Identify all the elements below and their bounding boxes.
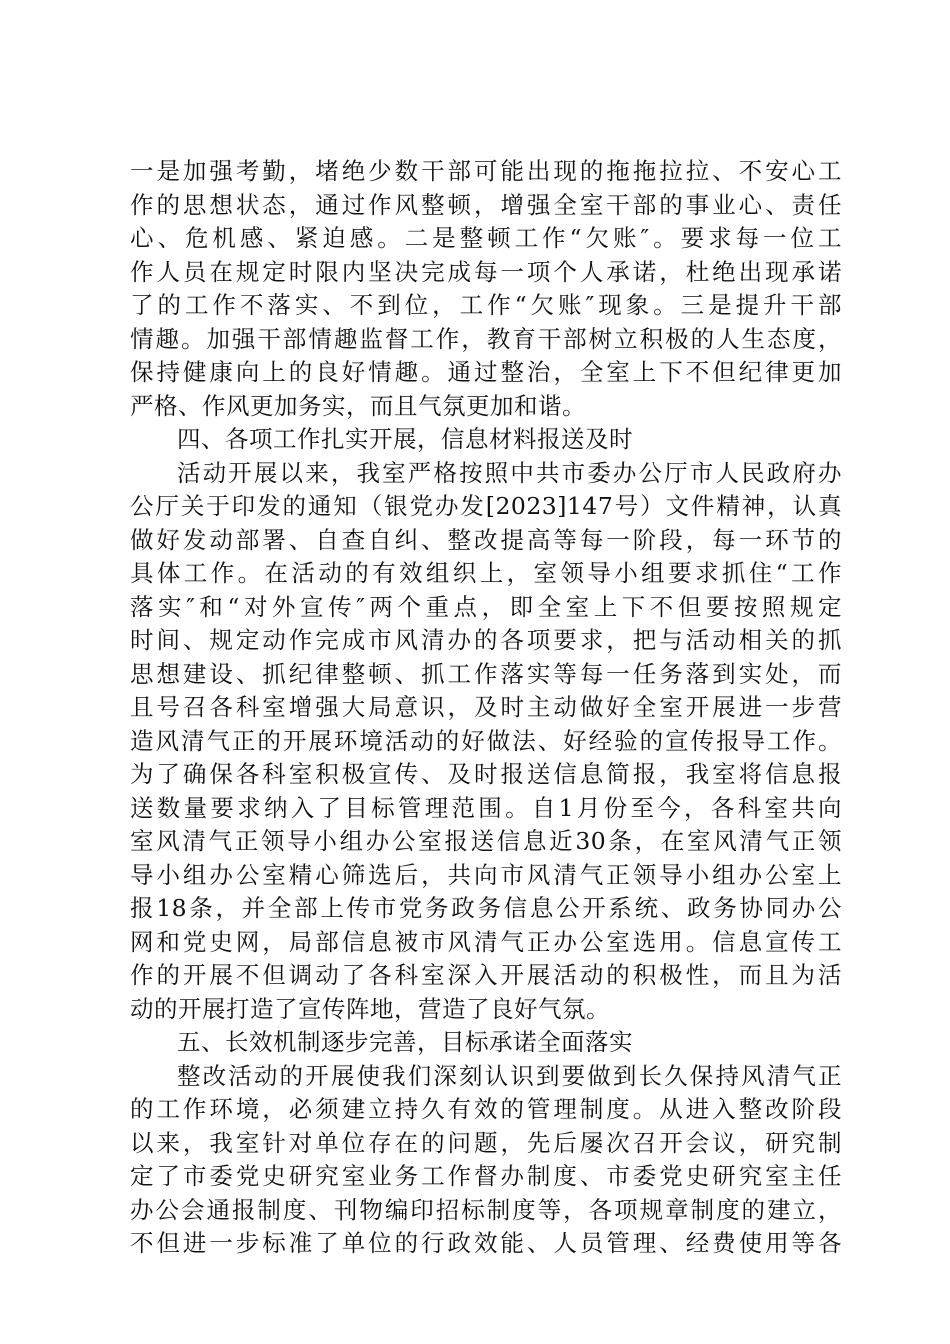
text-line: 且号召各科室增强大局意识，及时主动做好全室开展进一步营 xyxy=(130,693,842,721)
text-line: 思想建设、抓纪律整顿、抓工作落实等每一任务落到实处，而 xyxy=(130,659,842,688)
text-line: 作的思想状态，通过作风整顿，增强全室干部的事业心、责任 xyxy=(130,190,842,219)
text-line: 以来，我室针对单位存在的问题，先后屡次召开会议，研究制 xyxy=(130,1128,842,1157)
text-line: 送数量要求纳入了目标管理范围。自1月份至今，各科室共向 xyxy=(130,793,842,822)
text-line: 作的开展不但调动了各科室深入开展活动的积极性，而且为活 xyxy=(130,961,842,989)
text-line: 作人员在规定时限内坚决完成每一项个人承诺，杜绝出现承诺 xyxy=(130,257,842,286)
paragraph-first-line: 活动开展以来，我室严格按照中共市委办公厅市人民政府办 xyxy=(177,458,842,487)
section-heading: 五、长效机制逐步完善，目标承诺全面落实 xyxy=(177,1028,633,1056)
text-line: 不但进一步标准了单位的行政效能、人员管理、经费使用等各 xyxy=(130,1229,842,1257)
text-line: 严格、作风更加务实，而且气氛更加和谐。 xyxy=(130,391,586,420)
text-line: 造风清气正的开展环境活动的好做法、好经验的宣传报导工作。 xyxy=(130,726,842,755)
paragraph-first-line: 整改活动的开展使我们深刻认识到要做到长久保持风清气正 xyxy=(177,1061,842,1090)
section-heading: 四、各项工作扎实开展，信息材料报送及时 xyxy=(177,425,633,453)
text-line: 网和党史网，局部信息被市风清气正办公室选用。信息宣传工 xyxy=(130,927,842,956)
text-line: 保持健康向上的良好情趣。通过整治，全室上下不但纪律更加 xyxy=(130,358,842,386)
text-line: 心、危机感、紧迫感。二是整顿工作“欠账″。要求每一位工 xyxy=(130,224,842,252)
text-line: 具体工作。在活动的有效组织上，室领导小组要求抓住“工作 xyxy=(130,559,842,587)
text-line: 公厅关于印发的通知（银党办发[2023]147号）文件精神，认真 xyxy=(130,492,842,520)
text-line: 的工作环境，必须建立持久有效的管理制度。从进入整改阶段 xyxy=(130,1095,842,1123)
text-line: 办公会通报制度、刊物编印招标制度等，各项规章制度的建立， xyxy=(130,1195,842,1224)
text-line: 时间、规定动作完成市风清办的各项要求，把与活动相关的抓 xyxy=(130,626,842,654)
text-line: 了的工作不落实、不到位，工作“欠账″现象。三是提升干部 xyxy=(130,291,842,319)
text-line: 情趣。加强干部情趣监督工作，教育干部树立积极的人生态度， xyxy=(130,324,842,353)
text-line: 室风清气正领导小组办公室报送信息近30条，在室风清气正领 xyxy=(130,827,842,855)
text-line: 为了确保各科室积极宣传、及时报送信息简报，我室将信息报 xyxy=(130,760,842,788)
text-line: 落实″和“对外宣传″两个重点，即全室上下不但要按照规定 xyxy=(130,592,842,621)
text-line: 动的开展打造了宣传阵地，营造了良好气氛。 xyxy=(130,994,610,1023)
text-line: 报18条，并全部上传市党务政务信息公开系统、政务协同办公 xyxy=(130,894,842,922)
text-line: 一是加强考勤，堵绝少数干部可能出现的拖拖拉拉、不安心工 xyxy=(130,157,842,185)
body-text xyxy=(130,155,842,1261)
text-line: 做好发动部署、自查自纠、整改提高等每一阶段，每一环节的 xyxy=(130,525,842,554)
text-line: 定了市委党史研究室业务工作督办制度、市委党史研究室主任 xyxy=(130,1162,842,1190)
text-line: 导小组办公室精心筛选后，共向市风清气正领导小组办公室上 xyxy=(130,860,842,889)
